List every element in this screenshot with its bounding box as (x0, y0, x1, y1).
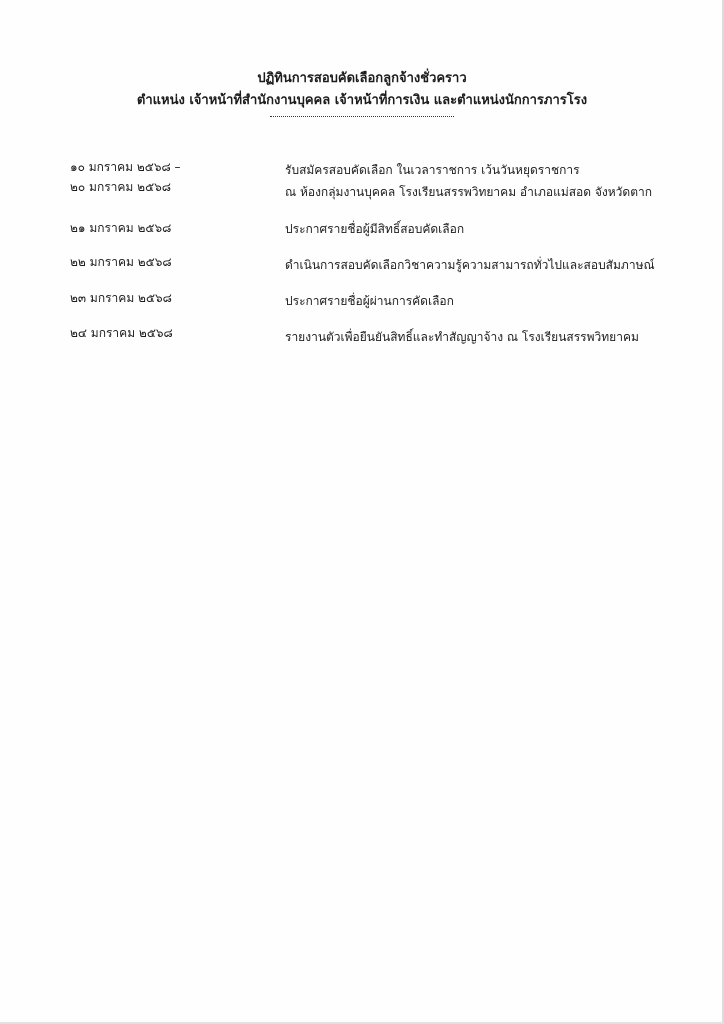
schedule-date: ๒๔ มกราคม ๒๕๖๘ (70, 326, 173, 340)
schedule-date: ๒๓ มกราคม ๒๕๖๘ (70, 291, 172, 305)
document-title: ปฏิทินการสอบคัดเลือกลูกจ้างชั่วคราว (257, 71, 467, 86)
schedule-date: ๒๑ มกราคม ๒๕๖๘ (70, 221, 172, 235)
schedule-description: รับสมัครสอบคัดเลือก ในเวลาราชการ เว้นวันหยุดราชการ (285, 163, 580, 177)
schedule-description: ประกาศรายชื่อผู้ผ่านการคัดเลือก (285, 294, 454, 308)
schedule-description: รายงานตัวเพื่อยืนยันสิทธิ์และทำสัญญาจ้าง ณ โรงเรียนสรรพวิทยาคม (285, 330, 639, 344)
schedule-date-end: ๒๐ มกราคม ๒๕๖๘ (70, 180, 172, 194)
document-subtitle: ตำแหน่ง เจ้าหน้าที่สำนักงานบุคคล เจ้าหน้าที่การเงิน และตำแหน่งนักการภารโรง (136, 93, 588, 108)
dotted-separator (270, 116, 454, 117)
schedule-date-start: ๑๐ มกราคม ๒๕๖๘ – (70, 160, 181, 174)
schedule-description-location: ณ ห้องกลุ่มงานบุคคล โรงเรียนสรรพวิทยาคม อำเภอแม่สอด จังหวัดตาก (285, 185, 652, 199)
schedule-description: ประกาศรายชื่อผู้มีสิทธิ์สอบคัดเลือก (285, 222, 465, 236)
schedule-description: ดำเนินการสอบคัดเลือกวิชาความรู้ความสามารถทั่วไปและสอบสัมภาษณ์ (285, 258, 655, 272)
schedule-date: ๒๒ มกราคม ๒๕๖๘ (70, 255, 172, 269)
